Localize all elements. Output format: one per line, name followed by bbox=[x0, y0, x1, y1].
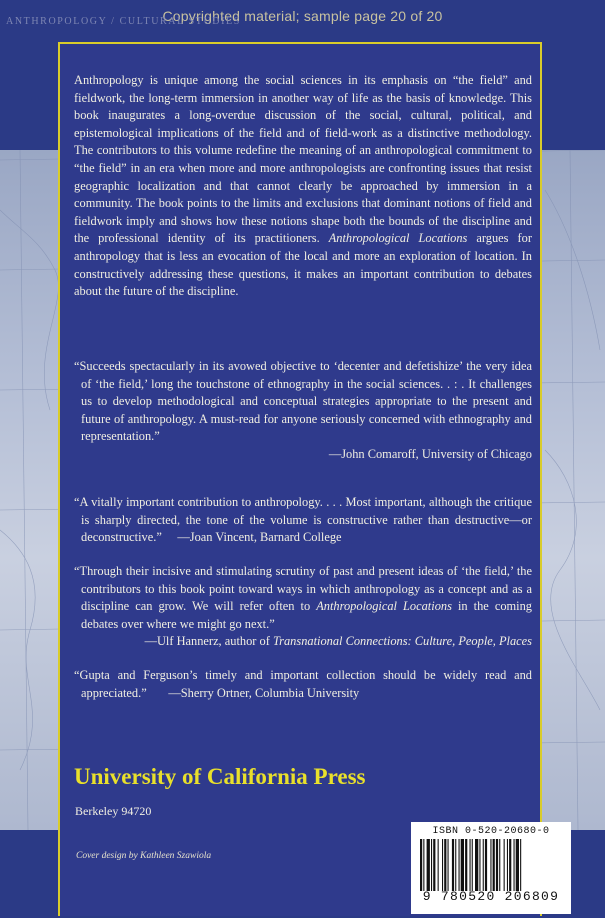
barcode-bar bbox=[499, 839, 500, 891]
barcode-bar bbox=[504, 839, 505, 891]
series-label: ANTHROPOLOGY / CULTURAL STUDIES bbox=[6, 16, 241, 27]
barcode-bar bbox=[520, 839, 521, 891]
review-quote-comaroff bbox=[74, 358, 532, 464]
barcode-bar bbox=[483, 839, 484, 891]
barcode-bar bbox=[461, 839, 464, 891]
quote-body: “A vitally important contribution to anthropology. . . . Most important, although the critique is sharply directed, the tone of the volume is constructive rather than destructive—or deconstructive.” bbox=[74, 495, 532, 545]
barcode-bar bbox=[507, 839, 508, 891]
description-part1: Anthropology is unique among the social sciences in its emphasis on “the field” and fieldwork, the long-term immersion in another way of life as the basis of knowledge. This book inaugurates a long-overdue discussion of the social, cultural, political, and epistemological implications of the field and of field-work as a distinctive methodology. The contributors to this volume redefine the meaning of an anthropological commitment to “the field” in an era when more and more anthropologists are confronting issues that resist geographic localization and that cannot clearly be approached by immersion in a community. The book points to the limits and exclusions that dominant notions of field and fieldwork imply and shows how these notions shape both the bounds of the discipline and the professional identity of its practitioners. bbox=[74, 73, 532, 246]
publisher-name: University of California Press bbox=[74, 764, 366, 789]
barcode-bar bbox=[431, 839, 432, 891]
quote-attribution bbox=[74, 633, 532, 651]
barcode-bar bbox=[509, 839, 511, 891]
barcode-bar bbox=[427, 839, 430, 891]
barcode-bar bbox=[423, 839, 424, 891]
description-title: Anthropological Locations bbox=[328, 231, 468, 246]
quote-body-after: in the coming debates over where we might go next.” bbox=[81, 599, 532, 631]
quote-text bbox=[74, 494, 532, 547]
attribution-title: Transnational Connections: Culture, People, Places bbox=[272, 634, 532, 649]
review-quote-ortner bbox=[74, 667, 532, 702]
barcode-bar bbox=[472, 839, 473, 891]
barcode-bar bbox=[420, 839, 422, 891]
review-quote-vincent bbox=[74, 494, 532, 547]
barcode-bar bbox=[438, 839, 439, 891]
description-part2: argues for anthropology that is less an evocation of the local and more an exploration of location. In constructively addressing these questions, it makes an important contribution to debates about the future of the discipline. bbox=[74, 231, 532, 299]
barcode-bar bbox=[455, 839, 456, 891]
barcode-bar bbox=[470, 839, 471, 891]
barcode-bar bbox=[514, 839, 515, 891]
quote-attribution: —John Comaroff, University of Chicago bbox=[328, 446, 532, 461]
barcode-bar bbox=[442, 839, 443, 891]
barcode-bar bbox=[493, 839, 495, 891]
quote-text: “Succeeds spectacularly in its avowed objective to ‘decenter and defetishize’ the very idea of ‘the field,’ long the touchstone of ethnography in the social sciences. . : . It challenges us to develop methodological and conceptual strategies appropriate to the present and future of anthropology. A must-read for anyone seriously concerned with ethnography and representation.” bbox=[74, 359, 532, 444]
book-description bbox=[74, 72, 532, 301]
barcode-bar bbox=[448, 839, 449, 891]
quote-body-before: “Through their incisive and stimulating scrutiny of past and present ideas of ‘the field,’ the contributors to this book point toward ways in which anthropology as a concept and as a discipline can grow. We will refer often to bbox=[74, 564, 532, 614]
barcode-bar bbox=[496, 839, 498, 891]
quote-title: Anthropological Locations bbox=[316, 599, 452, 614]
quote-attribution: —Joan Vincent, Barnard College bbox=[177, 530, 342, 545]
quote-text bbox=[74, 667, 532, 702]
barcode-bar bbox=[485, 839, 487, 891]
barcode-bar bbox=[444, 839, 446, 891]
barcode-bar bbox=[490, 839, 491, 891]
ean-number: 9 780520 206809 bbox=[422, 889, 560, 904]
barcode-bar bbox=[475, 839, 478, 891]
attribution-prefix: —Ulf Hannerz, author of bbox=[144, 634, 270, 649]
isbn-label: ISBN 0-520-20680-0 bbox=[432, 826, 550, 837]
barcode-bar bbox=[516, 839, 519, 891]
cover-design-credit: Cover design by Kathleen Szawiola bbox=[76, 851, 212, 861]
barcode-box bbox=[411, 822, 571, 914]
review-quote-hannerz bbox=[74, 563, 532, 651]
quote-attribution: —Sherry Ortner, Columbia University bbox=[168, 685, 360, 700]
quote-body: “Gupta and Ferguson’s timely and important collection should be widely read and appreciated.” bbox=[74, 668, 532, 700]
barcode-bar bbox=[479, 839, 480, 891]
barcode-bar bbox=[433, 839, 435, 891]
barcode-bar bbox=[465, 839, 467, 891]
quote-text bbox=[74, 563, 532, 633]
watermark: Copyrighted material; sample page 20 of 20 bbox=[162, 8, 443, 24]
publisher-city: Berkeley 94720 bbox=[75, 804, 152, 818]
barcode-bar bbox=[452, 839, 454, 891]
barcode-bar bbox=[459, 839, 460, 891]
barcode-bars bbox=[418, 839, 564, 891]
